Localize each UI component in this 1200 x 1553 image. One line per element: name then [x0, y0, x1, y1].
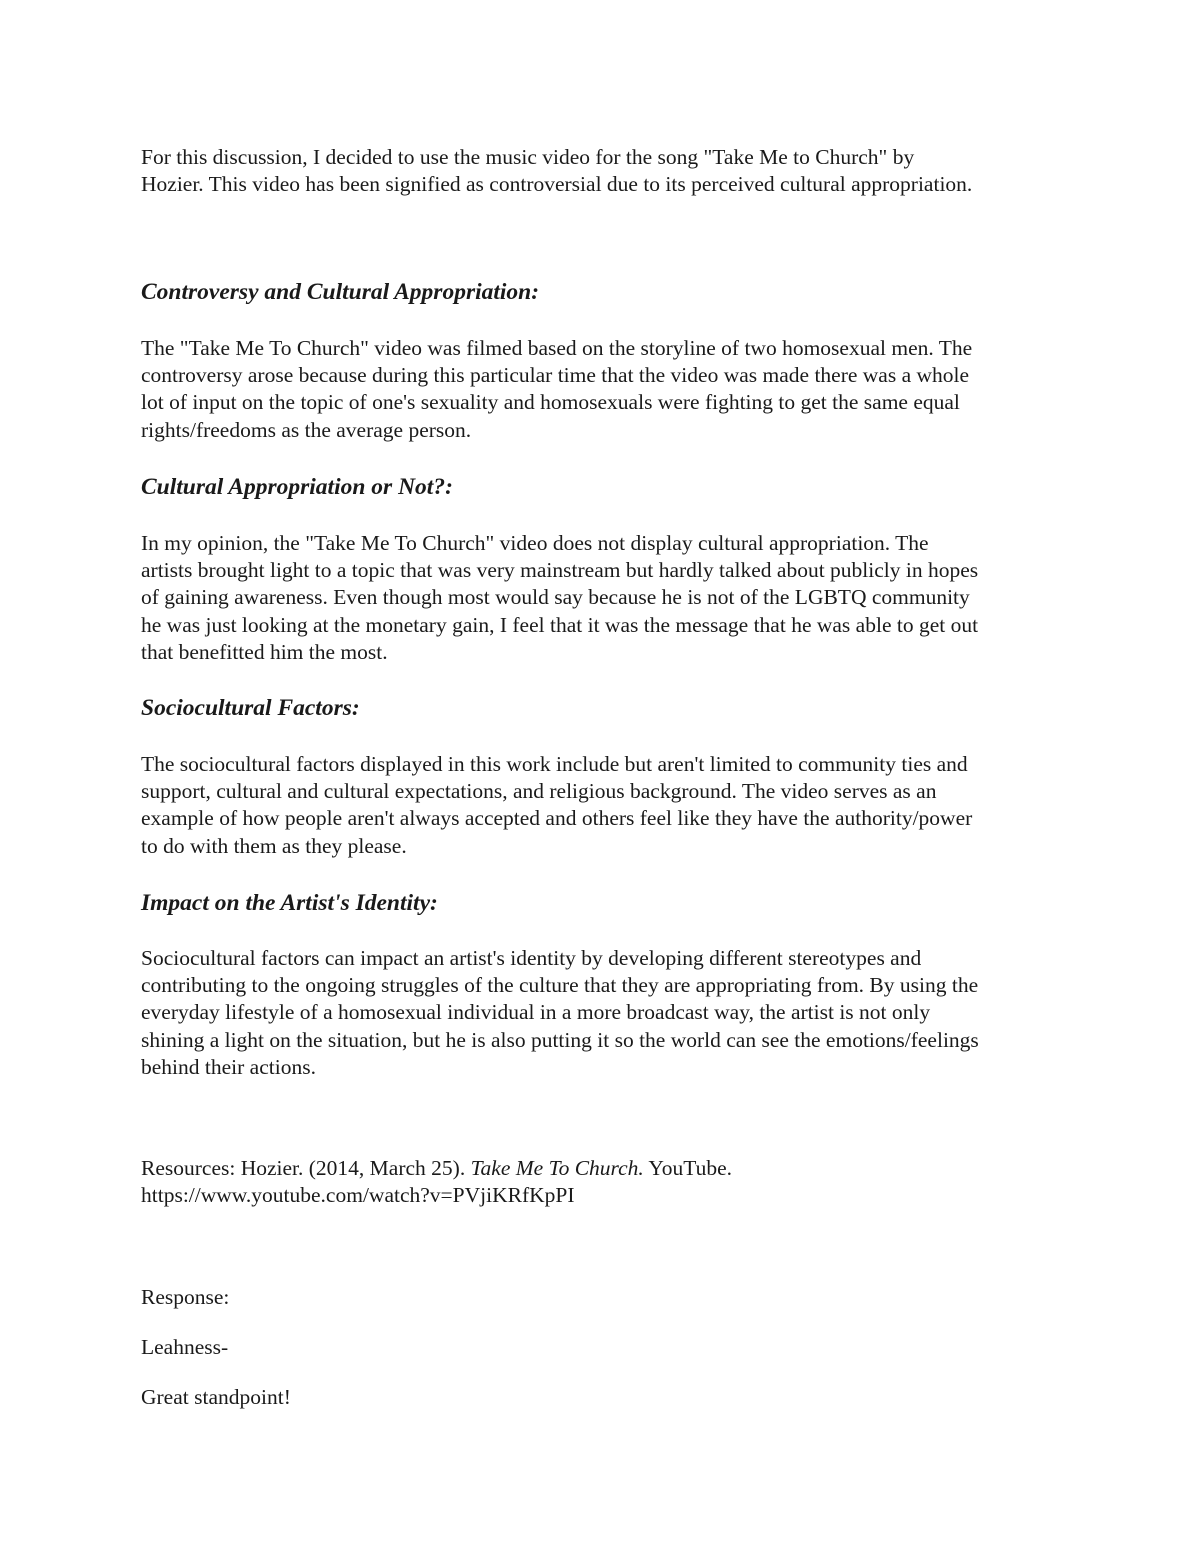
- section-paragraph-controversy: [141, 335, 1071, 444]
- paragraph-line: lot of input on the topic of one's sexuality and homosexuals were fighting to get the same equal: [141, 390, 960, 415]
- paragraph-line: example of how people aren't always accepted and others feel like they have the authority/power: [141, 806, 973, 831]
- section-paragraph-artist-identity: [141, 945, 1071, 1081]
- section-heading-controversy: Controversy and Cultural Appropriation:: [141, 279, 540, 305]
- intro-paragraph: [141, 144, 1071, 198]
- paragraph-line: everyday lifestyle of a homosexual individual in a more broadcast way, the artist is not only: [141, 1000, 931, 1025]
- resources-citation: [141, 1155, 1071, 1209]
- citation-line: [141, 1155, 1071, 1182]
- paragraph-line: support, cultural and cultural expectations, and religious background. The video serves as an: [141, 779, 937, 804]
- paragraph-line: of gaining awareness. Even though most would say because he is not of the LGBTQ community: [141, 585, 970, 610]
- response-label: Response:: [141, 1285, 230, 1309]
- paragraph-line: shining a light on the situation, but he is also putting it so the world can see the emotions/feelings: [141, 1027, 979, 1052]
- section-heading-sociocultural-factors: Sociocultural Factors:: [141, 695, 360, 721]
- citation-prefix: Resources: Hozier. (2014, March 25).: [141, 1156, 471, 1180]
- response-comment: Great standpoint!: [141, 1385, 291, 1409]
- response-name: Leahness-: [141, 1335, 229, 1359]
- paragraph-line: Sociocultural factors can impact an artist's identity by developing different stereotypes and: [141, 946, 922, 970]
- intro-line: For this discussion, I decided to use the music video for the song "Take Me to Church" by: [141, 145, 915, 169]
- paragraph-line: contributing to the ongoing struggles of the culture that they are appropriating from. By using the: [141, 973, 979, 998]
- paragraph-line: controversy arose because during this particular time that the video was made there was a whole: [141, 363, 970, 388]
- paragraph-line: behind their actions.: [141, 1054, 316, 1079]
- section-heading-appropriation-or-not: Cultural Appropriation or Not?:: [141, 474, 453, 500]
- citation-title: Take Me To Church.: [470, 1156, 644, 1180]
- citation-suffix: YouTube.: [643, 1156, 733, 1180]
- paragraph-line: The "Take Me To Church" video was filmed based on the storyline of two homosexual men. The: [141, 336, 973, 360]
- section-paragraph-sociocultural-factors: [141, 751, 1071, 860]
- section-heading-artist-identity: Impact on the Artist's Identity:: [141, 890, 438, 916]
- intro-line: Hozier. This video has been signified as controversial due to its perceived cultural appropriation.: [141, 172, 973, 197]
- paragraph-line: artists brought light to a topic that was very mainstream but hardly talked about publicly in hopes: [141, 558, 979, 583]
- paragraph-line: In my opinion, the "Take Me To Church" video does not display cultural appropriation. The: [141, 531, 929, 555]
- paragraph-line: he was just looking at the monetary gain, I feel that it was the message that he was able to get out: [141, 612, 979, 637]
- paragraph-line: rights/freedoms as the average person.: [141, 417, 472, 442]
- paragraph-line: that benefitted him the most.: [141, 639, 388, 664]
- citation-url[interactable]: https://www.youtube.com/watch?v=PVjiKRfKpPI: [141, 1183, 575, 1208]
- paragraph-line: to do with them as they please.: [141, 833, 407, 858]
- section-paragraph-appropriation-or-not: [141, 530, 1071, 666]
- paragraph-line: The sociocultural factors displayed in this work include but aren't limited to community ties and: [141, 752, 968, 776]
